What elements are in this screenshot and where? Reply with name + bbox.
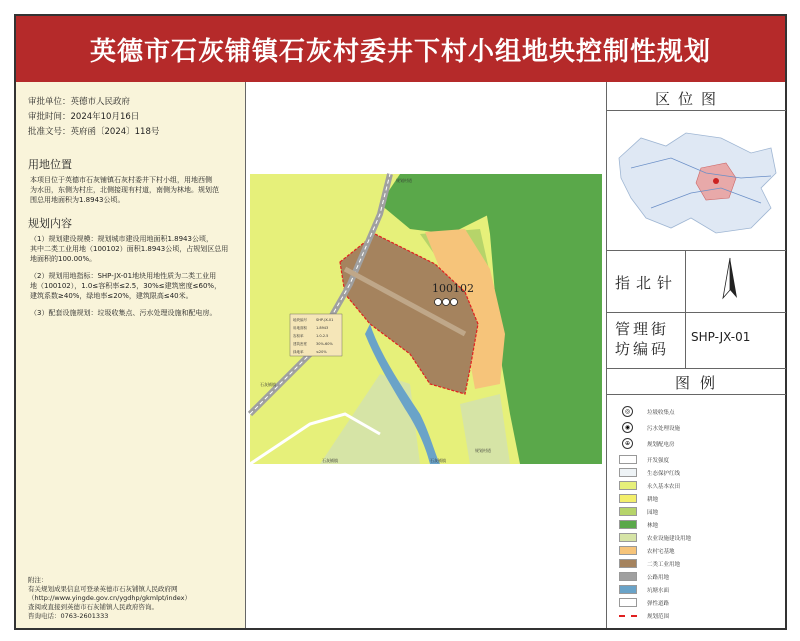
legend-item	[619, 571, 669, 582]
block-label-1: 管理街	[615, 320, 670, 338]
legend-panel	[606, 82, 785, 628]
index-val-4: 30%-60%	[316, 342, 333, 346]
legend-label: 林地	[647, 522, 659, 529]
power-room-icon: ⊕	[622, 438, 633, 449]
location-line-1: 本项目位于英德市石灰铺镇石灰村委井下村小组，用地西侧	[30, 176, 212, 184]
legend-label: 公路用地	[647, 574, 670, 581]
planning-item3-line1: （3）配套设施规划：垃圾收集点、污水处理设施和配电房。	[30, 309, 217, 317]
block-code: SHP-JX-01	[691, 330, 751, 344]
legend-item-sewage: ◉ 污水处理设施	[619, 422, 680, 433]
index-val-5: ≤20%	[316, 350, 327, 354]
legend-swatch	[619, 546, 637, 555]
planning-item2-line3: 建筑系数≥40%，绿地率≤20%，建筑限高≤40米。	[30, 292, 193, 300]
index-val-2: 1.8943	[316, 326, 329, 330]
legend-item-garbage: ◎ 垃圾收集点	[619, 406, 675, 417]
legend-item	[619, 454, 669, 465]
legend-swatch	[619, 615, 637, 617]
index-key-3: 容积率	[293, 334, 304, 338]
garbage-point-icon	[435, 299, 442, 306]
legend-item-power: ⊕ 规划配电房	[619, 438, 675, 449]
approval-unit: 审批单位：英德市人民政府	[28, 97, 131, 107]
block-label-2: 坊编码	[615, 340, 670, 358]
legend-swatch	[619, 455, 637, 464]
footnote-line-5: 咨询电话：0763-2601333	[28, 612, 109, 620]
road-label-5: 规划村道	[475, 448, 491, 453]
legend-item	[619, 506, 658, 517]
legend-item	[619, 584, 669, 595]
location-inset-map	[611, 118, 781, 244]
legend-item	[619, 519, 658, 530]
sewage-icon: ◉	[622, 422, 633, 433]
legend-label: 二类工业用地	[647, 561, 681, 568]
legend-swatch	[619, 520, 637, 529]
land-use-map	[246, 82, 606, 628]
legend-swatch	[619, 572, 637, 581]
planning-item1-line3: 地面积的100.00%。	[30, 255, 97, 263]
legend-swatch	[619, 598, 637, 607]
north-arrow-label: 指北针	[615, 274, 679, 292]
index-key-5: 绿地率	[293, 350, 304, 354]
legend-item	[619, 532, 691, 543]
legend-label: 农业设施建设用地	[647, 535, 692, 542]
road-label-4: 石灰铺镇	[430, 458, 446, 463]
footnote-line-3: （http://www.yingde.gov.cn/ygdhp/gkmlpt/index）	[28, 594, 192, 602]
location-heading: 用地位置	[28, 158, 72, 171]
index-val-1: SHP-JX-01	[316, 318, 334, 322]
legend-item	[619, 493, 658, 504]
legend-swatch	[619, 481, 637, 490]
footnote-line-2: 有关规划成果信息可登录英德市石灰铺镇人民政府网	[28, 585, 178, 593]
legend-label: 弹性道路	[647, 600, 670, 607]
legend-label: 永久基本农田	[647, 483, 681, 490]
legend-label: 农村宅基地	[647, 548, 675, 555]
distribution-room-icon	[451, 299, 458, 306]
title-bar	[16, 16, 785, 82]
garbage-icon: ◎	[622, 406, 633, 417]
index-val-3: 1.0-2.5	[316, 334, 329, 338]
legend-item	[619, 467, 680, 478]
legend-label: 园地	[647, 509, 659, 516]
legend-label: 规划范围	[647, 613, 670, 620]
road-label-2: 石灰铺镇	[260, 382, 276, 387]
legend-swatch	[619, 507, 637, 516]
location-map-title: 区位图	[655, 90, 725, 108]
legend-swatch	[619, 494, 637, 503]
approval-doc-no: 批准文号：英府函〔2024〕118号	[28, 127, 160, 137]
legend-item	[619, 545, 675, 556]
road-label-3: 石灰铺镇	[322, 458, 338, 463]
legend-title: 图例	[675, 374, 726, 392]
index-key-4: 建筑密度	[293, 342, 307, 346]
legend-label: 生态保护红线	[647, 470, 681, 477]
planning-heading: 规划内容	[28, 217, 72, 230]
index-key-2: 用地面积	[293, 326, 307, 330]
legend-label: 耕地	[647, 496, 659, 503]
sewage-facility-icon	[443, 299, 450, 306]
legend-item	[619, 480, 680, 491]
location-line-2: 为水田，东侧为村庄，北侧接现有村道，南侧为林地。规划范	[30, 186, 219, 194]
location-line-3: 围总用地面积为1.8943公顷。	[30, 196, 125, 204]
planning-item1-line1: （1）规划建设规模：规划城市建设用地面积1.8943公顷，	[30, 235, 213, 243]
legend-item	[619, 558, 680, 569]
planning-item2-line1: （2）规划用地指标：SHP-JX-01地块用地性质为二类工业用	[30, 272, 217, 280]
planning-item1-line2: 其中二类工业用地（100102）面积1.8943公顷，占规划区总用	[30, 245, 229, 253]
legend-swatch	[619, 468, 637, 477]
legend-item	[619, 597, 669, 608]
footnote-line-1: 附注：	[28, 576, 48, 584]
map-area	[246, 82, 606, 628]
page-title: 英德市石灰铺镇石灰村委井下村小组地块控制性规划	[89, 36, 711, 67]
index-key-1: 地块编号	[293, 318, 307, 322]
legend-label: 坑塘水面	[647, 587, 670, 594]
north-arrow-icon	[715, 254, 745, 304]
parcel-code-label: 100102	[432, 282, 474, 295]
legend-label: 开发强度	[647, 457, 670, 464]
legend-item	[619, 610, 669, 621]
approval-time: 审批时间：2024年10月16日	[28, 112, 140, 122]
footnote-line-4: 查阅或直接到英德市石灰铺镇人民政府咨询。	[28, 603, 158, 611]
legend-swatch	[619, 533, 637, 542]
legend-swatch	[619, 585, 637, 594]
road-label-1: 规划村道	[396, 178, 412, 183]
legend-swatch	[619, 559, 637, 568]
planning-item2-line2: 地（100102），1.0≤容积率≤2.5，30%≤建筑密度≤60%，	[30, 282, 222, 290]
info-panel	[16, 82, 246, 628]
index-table	[290, 314, 342, 356]
